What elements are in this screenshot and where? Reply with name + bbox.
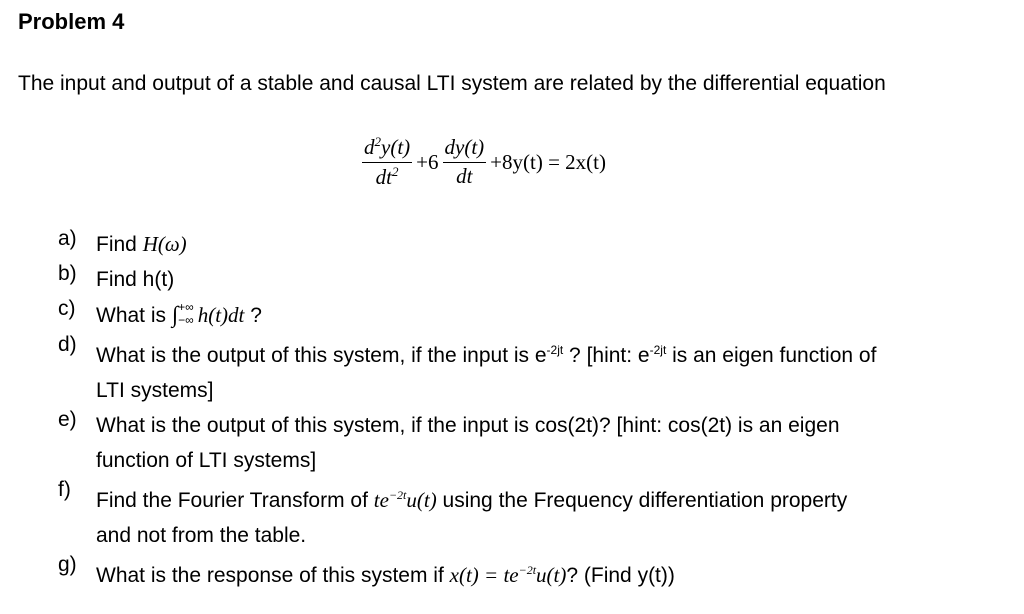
equation-rest: +8y(t) = 2x(t) bbox=[490, 149, 606, 174]
question-c: c) What is ∫ +∞ −∞ h(t)dt ? bbox=[58, 297, 262, 328]
question-e: e) What is the output of this system, if the input is cos(2t)? [hint: cos(2t) is an eigen function of LTI systems] bbox=[58, 408, 840, 472]
second-derivative-fraction: $\frac{d^2y(t)}{dt^2}$ bbox=[364, 134, 411, 189]
question-a: a) Find H(ω) bbox=[58, 227, 187, 256]
question-list bbox=[58, 227, 1008, 593]
differential-equation bbox=[360, 127, 608, 197]
coefficient-six: +6 bbox=[416, 149, 439, 174]
integral-sign: ∫ bbox=[171, 302, 179, 327]
question-d: d) What is the output of this system, if the input is $e^{-2jt}$ ? [hint: $e^{-2jt}$ is an eigen function of LTI systems] bbox=[58, 333, 877, 402]
problem-title: Problem 4 bbox=[18, 9, 125, 34]
integral-limits: +∞ −∞ bbox=[178, 300, 194, 328]
question-g: g) What is the response of this system if $x(t) = te^{-2t}u(t)$? (Find y(t)) bbox=[58, 553, 675, 587]
first-derivative-fraction: $\frac{dy(t)}{dt}$ bbox=[444, 135, 485, 188]
question-b: b) Find h(t) bbox=[58, 262, 175, 291]
question-f: f) Find the Fourier Transform of $te^{-2t}u(t)$ using the Frequency differentiation property and not from the table. bbox=[58, 478, 848, 547]
problem-intro: The input and output of a stable and causal LTI system are related by the differential equation bbox=[18, 72, 886, 95]
